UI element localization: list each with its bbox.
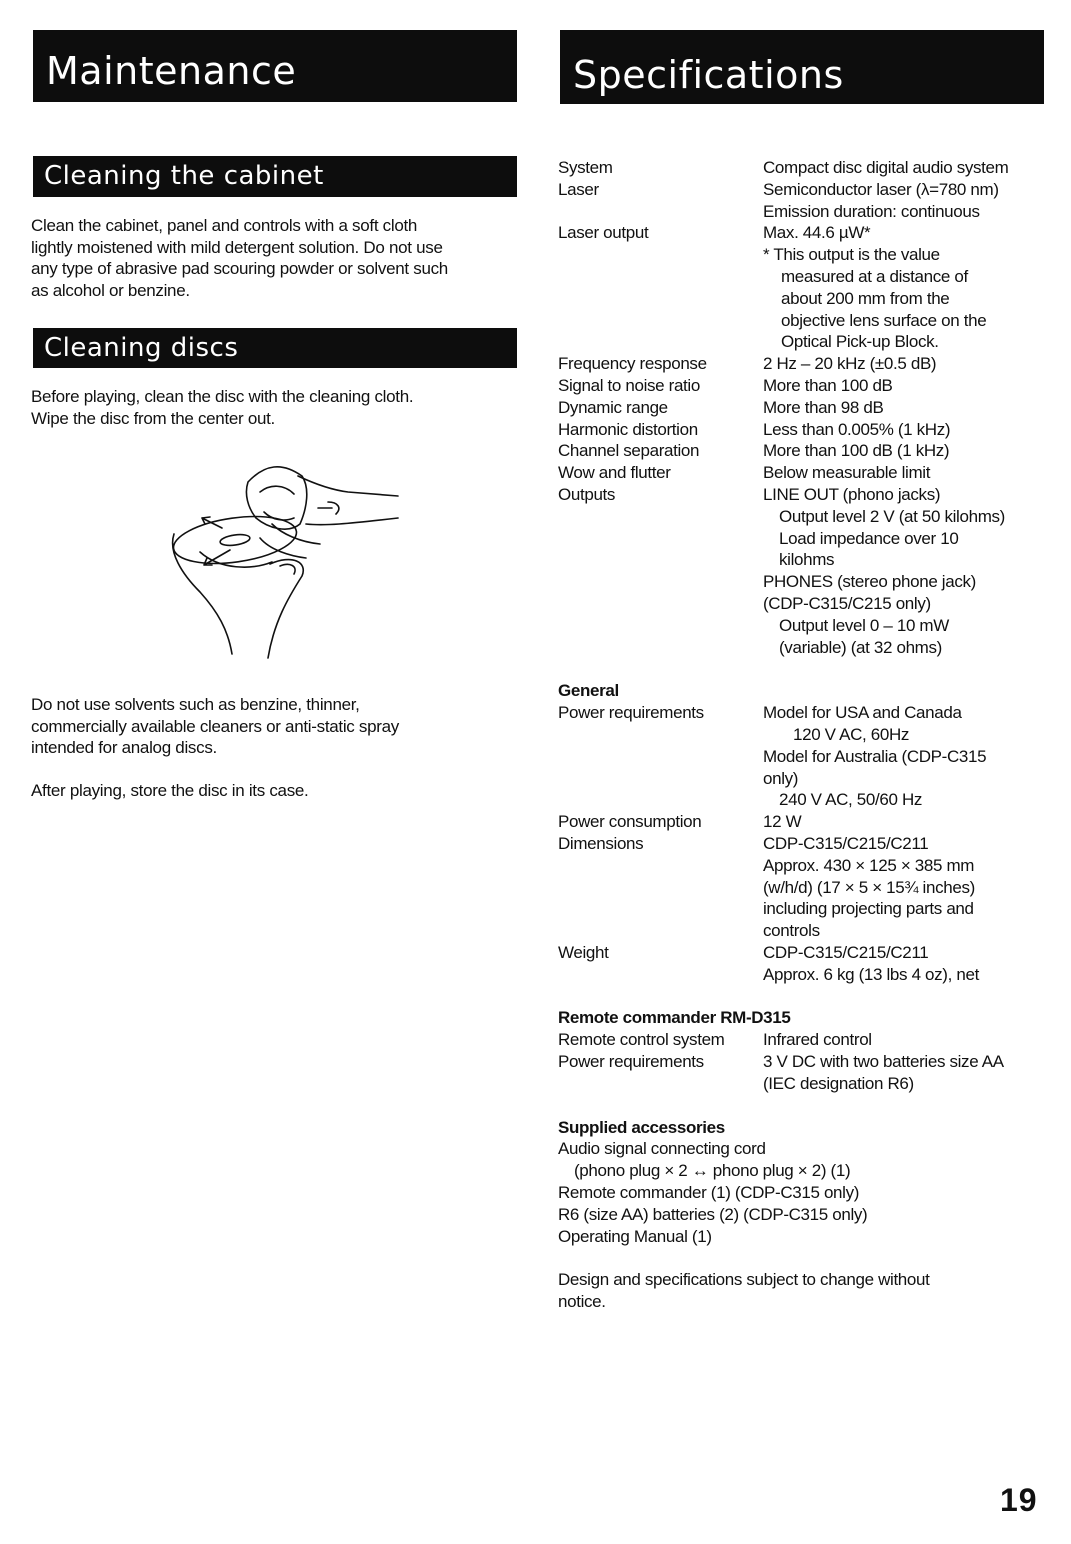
discs-warning-line: commercially available cleaners or anti-static spray xyxy=(31,716,399,736)
spec-value: Max. 44.6 µW* xyxy=(763,223,871,243)
spec-row-weight xyxy=(558,942,1058,964)
spec-value: More than 100 dB (1 kHz) xyxy=(763,441,950,461)
spec-value: 3 V DC with two batteries size AA xyxy=(763,1052,1004,1072)
discs-intro-line: Before playing, clean the disc with the cleaning cloth. xyxy=(31,387,414,406)
spec-value: about 200 mm from the xyxy=(781,288,950,308)
accessory-item xyxy=(558,1160,1058,1182)
spec-value: 240 V AC, 50/60 Hz xyxy=(779,790,923,810)
spec-laser-note xyxy=(558,310,1058,332)
spec-label: Signal to noise ratio xyxy=(558,375,700,395)
spec-value: CDP-C315/C215/C211 xyxy=(763,833,929,853)
spec-outputs-detail xyxy=(558,571,1058,593)
spec-value: Output level 2 V (at 50 kilohms) xyxy=(779,506,1005,526)
discs-warning-line: Do not use solvents such as benzine, thinner, xyxy=(31,695,360,714)
spec-row-laser-output xyxy=(558,222,1058,244)
accessories-heading xyxy=(558,1117,1058,1139)
spec-value: only) xyxy=(763,768,799,788)
spec-row-separation xyxy=(558,440,1058,462)
discs-warning xyxy=(31,694,521,759)
accessory-item xyxy=(558,1226,1058,1248)
spec-value: Model for Australia (CDP-C315 xyxy=(763,746,987,766)
spec-power-detail xyxy=(558,746,1058,768)
spec-value: Below measurable limit xyxy=(763,463,931,483)
spec-row-outputs xyxy=(558,484,1058,506)
spec-weight-detail xyxy=(558,964,1058,986)
spec-row-laser xyxy=(558,179,1058,201)
spec-label: Weight xyxy=(558,942,609,962)
spec-row-dynamic xyxy=(558,397,1058,419)
spec-value: Less than 0.005% (1 kHz) xyxy=(763,419,951,439)
spec-value: objective lens surface on the xyxy=(781,310,987,330)
section-title: General xyxy=(558,681,619,701)
spec-value: Infrared control xyxy=(763,1030,872,1050)
spec-value: Output level 0 – 10 mW xyxy=(779,615,949,635)
spec-value: (variable) (at 32 ohms) xyxy=(779,637,942,657)
cleaning-discs-heading: Cleaning discs xyxy=(33,328,517,368)
notice-text: notice. xyxy=(558,1292,606,1312)
spec-label: System xyxy=(558,158,613,177)
spec-value: * This output is the value xyxy=(763,245,940,265)
specifications-title: Specifications xyxy=(560,30,1044,104)
spec-value: 2 Hz – 20 kHz (±0.5 dB) xyxy=(763,354,937,374)
spec-value: (CDP-C315/C215 only) xyxy=(763,593,931,613)
disc-icon xyxy=(171,510,300,571)
cabinet-line: Clean the cabinet, panel and controls with a soft cloth xyxy=(31,216,418,235)
disc-cleaning-illustration xyxy=(160,462,410,662)
spec-value: 12 W xyxy=(763,812,802,832)
spec-value: 120 V AC, 60Hz xyxy=(793,724,910,744)
spec-power-detail xyxy=(558,789,1058,811)
spec-row-harmonic xyxy=(558,419,1058,441)
spec-value: (IEC designation R6) xyxy=(763,1073,914,1093)
spec-row-consumption xyxy=(558,811,1058,833)
spec-label: Dynamic range xyxy=(558,397,668,417)
spec-label: Harmonic distortion xyxy=(558,419,698,439)
spec-label: Wow and flutter xyxy=(558,463,671,483)
cleaning-cabinet-heading: Cleaning the cabinet xyxy=(33,156,517,197)
accessory-item xyxy=(558,1182,1058,1204)
page-number: 19 xyxy=(1000,1482,1038,1518)
notice xyxy=(558,1269,1058,1291)
notice xyxy=(558,1291,1058,1313)
discs-after-line: After playing, store the disc in its case. xyxy=(31,781,309,800)
section-title: Supplied accessories xyxy=(558,1117,725,1137)
spec-value: Approx. 430 × 125 × 385 mm xyxy=(763,855,975,875)
spec-row-wow xyxy=(558,462,1058,484)
spec-laser-note xyxy=(558,244,1058,266)
cabinet-line: lightly moistened with mild detergent solution. Do not use xyxy=(31,237,443,257)
spec-outputs-detail xyxy=(558,549,1058,571)
maintenance-title: Maintenance xyxy=(33,30,517,102)
spec-value: LINE OUT (phono jacks) xyxy=(763,484,941,504)
cabinet-text xyxy=(31,215,521,301)
spec-outputs-detail xyxy=(558,637,1058,659)
spec-value: More than 98 dB xyxy=(763,397,884,417)
spec-value: Emission duration: continuous xyxy=(763,201,980,221)
specifications-list xyxy=(558,157,1058,1313)
notice-text: Design and specifications subject to change without xyxy=(558,1270,930,1290)
spec-label: Power requirements xyxy=(558,703,704,723)
accessory-text: Audio signal connecting cord xyxy=(558,1139,766,1159)
spec-value: CDP-C315/C215/C211 xyxy=(763,942,929,962)
spacer xyxy=(558,1095,1058,1117)
spec-label: Power requirements xyxy=(558,1052,704,1072)
accessory-item xyxy=(558,1138,1058,1160)
spec-laser-note xyxy=(558,288,1058,310)
spec-remote-power-detail xyxy=(558,1073,1058,1095)
spec-row-snr xyxy=(558,375,1058,397)
spec-value: Semiconductor laser (λ=780 nm) xyxy=(763,179,999,199)
spec-label: Channel separation xyxy=(558,441,700,461)
discs-warning-line: intended for analog discs. xyxy=(31,738,217,758)
accessory-text: R6 (size AA) batteries (2) (CDP-C315 only) xyxy=(558,1204,868,1224)
accessory-text: (phono plug × 2 ↔ phono plug × 2) (1) xyxy=(574,1161,851,1181)
spec-label: Power consumption xyxy=(558,812,702,832)
spec-laser-note xyxy=(558,266,1058,288)
spec-row-dimensions xyxy=(558,833,1058,855)
top-hand-icon xyxy=(298,476,398,496)
spec-row-remote-power xyxy=(558,1051,1058,1073)
spec-row-frequency xyxy=(558,353,1058,375)
accessory-text: Operating Manual (1) xyxy=(558,1226,712,1246)
cabinet-line: as alcohol or benzine. xyxy=(31,280,190,300)
spec-outputs-detail xyxy=(558,506,1058,528)
spacer xyxy=(558,1247,1058,1269)
spacer xyxy=(558,658,1058,680)
spec-value: PHONES (stereo phone jack) xyxy=(763,572,976,592)
spec-value: measured at a distance of xyxy=(781,266,968,286)
discs-intro-line: Wipe the disc from the center out. xyxy=(31,408,275,428)
bottom-hand-icon xyxy=(173,534,232,654)
discs-after xyxy=(31,780,521,802)
spec-power-detail xyxy=(558,768,1058,790)
accessory-text: Remote commander (1) (CDP-C315 only) xyxy=(558,1183,860,1203)
spec-value: More than 100 dB xyxy=(763,375,893,395)
spec-dimensions-detail xyxy=(558,855,1058,877)
spec-row-power xyxy=(558,702,1058,724)
spec-label: Remote control system xyxy=(558,1030,725,1050)
spec-value: including projecting parts and xyxy=(763,899,974,919)
spec-label: Laser output xyxy=(558,223,649,243)
spec-outputs-detail xyxy=(558,593,1058,615)
spacer xyxy=(558,985,1058,1007)
accessory-item xyxy=(558,1204,1058,1226)
discs-intro xyxy=(31,386,521,429)
general-heading xyxy=(558,680,1058,702)
spec-outputs-detail xyxy=(558,528,1058,550)
spec-dimensions-detail xyxy=(558,920,1058,942)
spec-dimensions-detail xyxy=(558,898,1058,920)
spec-label: Laser xyxy=(558,179,599,199)
spec-label: Outputs xyxy=(558,484,616,504)
spec-value: Compact disc digital audio system xyxy=(763,158,1009,177)
spec-value: Load impedance over 10 xyxy=(779,528,959,548)
section-title: Remote commander RM-D315 xyxy=(558,1008,791,1028)
spec-label: Frequency response xyxy=(558,354,707,374)
spec-laser-note xyxy=(558,331,1058,353)
spec-power-detail xyxy=(558,724,1058,746)
cabinet-line: any type of abrasive pad scouring powder or solvent such xyxy=(31,259,448,279)
spec-value: controls xyxy=(763,921,820,941)
spec-value: Approx. 6 kg (13 lbs 4 oz), net xyxy=(763,964,979,984)
spec-value: Model for USA and Canada xyxy=(763,703,962,723)
spec-value: Optical Pick-up Block. xyxy=(781,332,939,352)
spec-row-system xyxy=(558,157,1058,179)
spec-dimensions-detail xyxy=(558,877,1058,899)
spec-outputs-detail xyxy=(558,615,1058,637)
spec-value: (w/h/d) (17 × 5 × 15¾ inches) xyxy=(763,877,975,897)
spec-row-remote-system xyxy=(558,1029,1058,1051)
spec-label: Dimensions xyxy=(558,833,644,853)
spec-value: kilohms xyxy=(779,550,835,570)
spec-row-laser-emission xyxy=(558,201,1058,223)
remote-heading xyxy=(558,1007,1058,1029)
